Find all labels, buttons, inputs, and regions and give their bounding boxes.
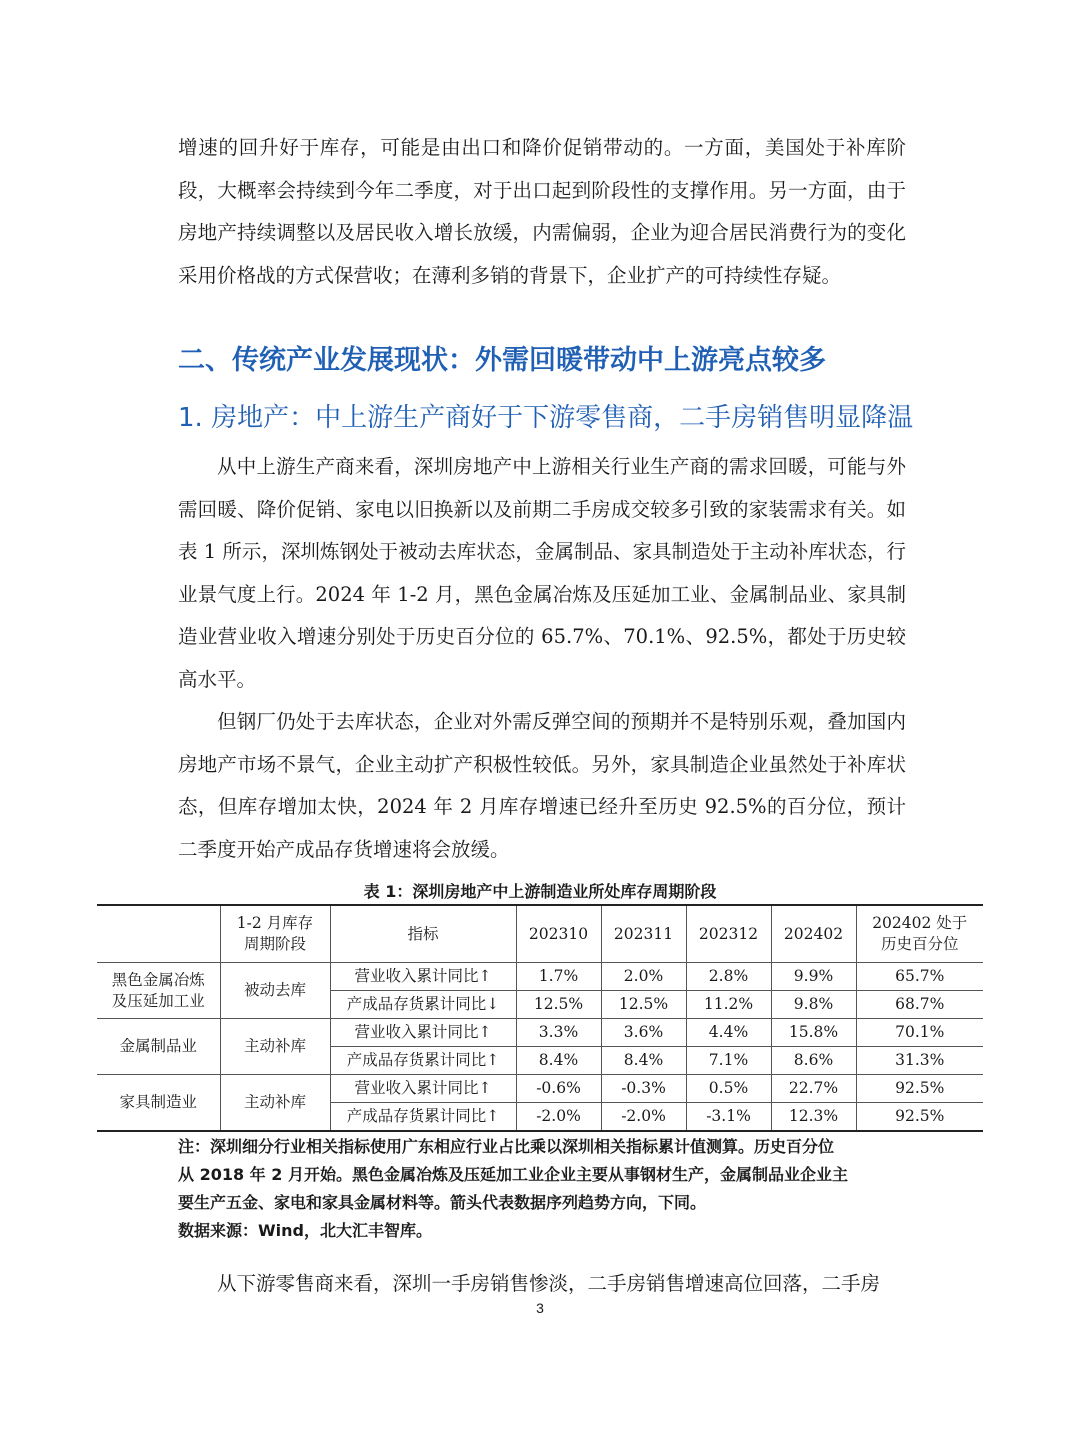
percentile-cell: 92.5% xyxy=(856,1103,983,1132)
value-cell: 4.4% xyxy=(686,1019,771,1047)
industry-cell xyxy=(97,963,220,1019)
value-cell: 1.7% xyxy=(516,963,601,991)
value-cell: 2.8% xyxy=(686,963,771,991)
indicator-cell xyxy=(330,1103,516,1132)
note-line: 要生产五金、家电和家具金属材料等。箭头代表数据序列趋势方向，下同。 xyxy=(178,1193,707,1212)
body-paragraph: 增速的回升好于库存，可能是由出口和降价促销带动的。一方面，美国处于补库阶段，大概率会持续到今年二季度，对于出口起到阶段性的支撑作用。另一方面，由于房地产持续调整以及居民收入增长放缓，内需偏弱，企业为迎合居民消费行为的变化采用价格战的方式保营收；在薄利多销的背景下，企业扩产的可持续性存疑。 xyxy=(178,136,906,287)
table-row xyxy=(97,1019,983,1047)
value-cell: 3.3% xyxy=(516,1019,601,1047)
header-cell-industry xyxy=(97,905,220,963)
indicator-cell xyxy=(330,991,516,1019)
subsection-heading: 1. 房地产：中上游生产商好于下游零售商，二手房销售明显降温 xyxy=(178,403,914,433)
header-cell-period: 202402 xyxy=(771,905,856,963)
percentile-cell: 31.3% xyxy=(856,1047,983,1075)
header-text: 周期阶段 xyxy=(243,935,306,953)
value-cell: 2.0% xyxy=(601,963,686,991)
percentile-cell: 65.7% xyxy=(856,963,983,991)
indicator-text: 营业收入累计同比 xyxy=(354,967,479,985)
trend-down-arrow-icon: ↓ xyxy=(486,995,500,1013)
table-note xyxy=(178,1133,918,1245)
value-cell: 8.4% xyxy=(516,1047,601,1075)
header-cell-period: 202311 xyxy=(601,905,686,963)
value-cell: -2.0% xyxy=(516,1103,601,1132)
industry-text: 黑色金属冶炼 xyxy=(111,970,205,989)
value-cell: 7.1% xyxy=(686,1047,771,1075)
trend-up-arrow-icon: ↑ xyxy=(486,1107,500,1125)
table-caption: 表 1：深圳房地产中上游制造业所处库存周期阶段 xyxy=(363,882,717,901)
note-line: 从 2018 年 2 月开始。黑色金属冶炼及压延加工业企业主要从事钢材生产，金属制品业企业主 xyxy=(178,1165,848,1184)
trend-up-arrow-icon: ↑ xyxy=(478,1023,492,1041)
value-cell: -0.3% xyxy=(601,1075,686,1103)
value-cell: -0.6% xyxy=(516,1075,601,1103)
header-text: 202402 处于 xyxy=(872,914,968,932)
header-cell-period: 202310 xyxy=(516,905,601,963)
value-cell: 15.8% xyxy=(771,1019,856,1047)
page-number: 3 xyxy=(536,1300,544,1316)
indicator-text: 营业收入累计同比 xyxy=(354,1023,479,1041)
value-cell: 9.8% xyxy=(771,991,856,1019)
note-line: 注：深圳细分行业相关指标使用广东相应行业占比乘以深圳相关指标累计值测算。历史百分位 xyxy=(178,1137,835,1156)
body-paragraph: 从中上游生产商来看，深圳房地产中上游相关行业生产商的需求回暖，可能与外需回暖、降价促销、家电以旧换新以及前期二手房成交较多引致的家装需求有关。如表 1 所示，深圳炼钢处于被动去库状态，金属制品、家具制造处于主动补库状态，行业景气度上行。2024 年 1-2 月，黑色金属冶炼及压延加工业、金属制品业、家具制造业营业收入增速分别处于历史百分位的 65.7%、70.1%、92.5%，都处于历史较高水平。 xyxy=(178,455,906,691)
value-cell: 12.5% xyxy=(601,991,686,1019)
table-row xyxy=(97,1075,983,1103)
value-cell: 12.5% xyxy=(516,991,601,1019)
table-row xyxy=(97,963,983,991)
stage-cell: 主动补库 xyxy=(220,1075,330,1132)
indicator-text: 产成品存货累计同比 xyxy=(346,1051,487,1069)
value-cell: 11.2% xyxy=(686,991,771,1019)
header-cell-period: 202312 xyxy=(686,905,771,963)
indicator-text: 产成品存货累计同比 xyxy=(346,1107,487,1125)
value-cell: -2.0% xyxy=(601,1103,686,1132)
value-cell: 8.4% xyxy=(601,1047,686,1075)
indicator-cell xyxy=(330,1075,516,1103)
trend-up-arrow-icon: ↑ xyxy=(478,1079,492,1097)
percentile-cell: 70.1% xyxy=(856,1019,983,1047)
indicator-cell xyxy=(330,1047,516,1075)
table-header-row xyxy=(97,905,983,963)
stage-cell: 主动补库 xyxy=(220,1019,330,1075)
industry-text: 及压延加工业 xyxy=(111,991,205,1010)
body-paragraph: 从下游零售商来看，深圳一手房销售惨淡，二手房销售增速高位回落，二手房 xyxy=(217,1272,881,1295)
industry-cell: 金属制品业 xyxy=(97,1019,220,1075)
header-cell-percentile xyxy=(856,905,983,963)
value-cell: 12.3% xyxy=(771,1103,856,1132)
percentile-cell: 68.7% xyxy=(856,991,983,1019)
value-cell: 0.5% xyxy=(686,1075,771,1103)
value-cell: -3.1% xyxy=(686,1103,771,1132)
indicator-text: 产成品存货累计同比 xyxy=(346,995,487,1013)
header-text: 历史百分位 xyxy=(880,935,959,953)
indicator-cell xyxy=(330,1019,516,1047)
header-cell-indicator: 指标 xyxy=(330,905,516,963)
value-cell: 8.6% xyxy=(771,1047,856,1075)
industry-cell: 家具制造业 xyxy=(97,1075,220,1132)
data-source-line: 数据来源：Wind，北大汇丰智库。 xyxy=(178,1221,432,1240)
value-cell: 3.6% xyxy=(601,1019,686,1047)
inventory-cycle-table xyxy=(97,904,983,1132)
header-cell-stage xyxy=(220,905,330,963)
header-text: 1-2 月库存 xyxy=(236,914,314,932)
body-paragraph: 但钢厂仍处于去库状态，企业对外需反弹空间的预期并不是特别乐观，叠加国内房地产市场不景气，企业主动扩产积极性较低。另外，家具制造企业虽然处于补库状态，但库存增加太快，2024 年 2 月库存增速已经升至历史 92.5%的百分位，预计二季度开始产成品存货增速将会放缓。 xyxy=(178,710,906,861)
stage-cell: 被动去库 xyxy=(220,963,330,1019)
percentile-cell: 92.5% xyxy=(856,1075,983,1103)
indicator-text: 营业收入累计同比 xyxy=(354,1079,479,1097)
value-cell: 9.9% xyxy=(771,963,856,991)
trend-up-arrow-icon: ↑ xyxy=(486,1051,500,1069)
indicator-cell xyxy=(330,963,516,991)
trend-up-arrow-icon: ↑ xyxy=(478,967,492,985)
section-heading: 二、传统产业发展现状：外需回暖带动中上游亮点较多 xyxy=(178,345,826,376)
value-cell: 22.7% xyxy=(771,1075,856,1103)
